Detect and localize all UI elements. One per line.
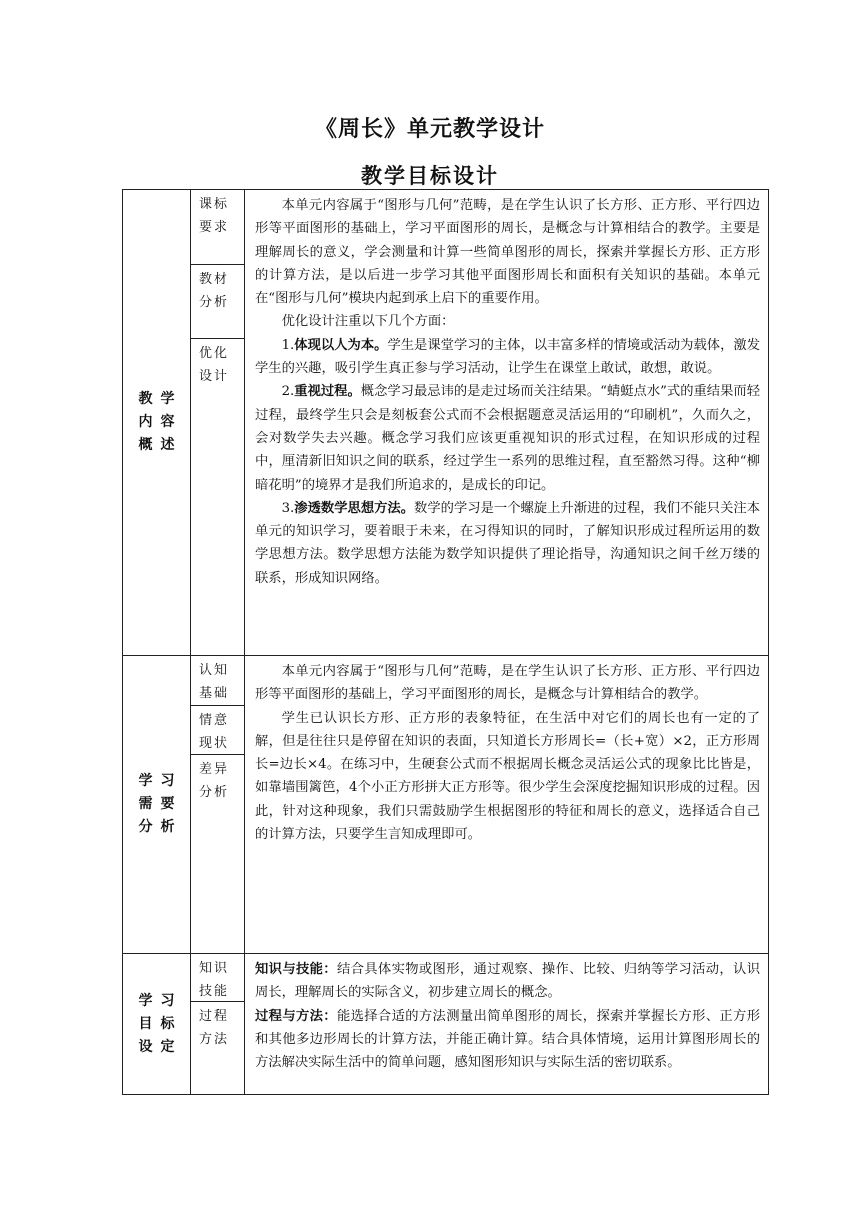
subcategory-label: 过程方法	[199, 1009, 230, 1047]
subcategory-column	[191, 954, 245, 1095]
subcategory-column	[191, 190, 245, 656]
section-label: 学 习需 要分 析	[123, 656, 191, 954]
design-table	[122, 189, 769, 1095]
paragraph: 过程与方法：能选择合适的方法测量出简单图形的周长，探索并掌握长方形、正方形和其他多边形周长的计算方法，并能正确计算。结合具体情境，运用计算图形周长的方法解决实际生活中的简单问题，感知图形知识与实际生活的密切联系。	[255, 1008, 761, 1071]
paragraph: 2.重视过程。概念学习最忌讳的是走过场而关注结果。“蜻蜓点水”式的重结果而轻过程，最终学生只会是刻板套公式而不会根据题意灵活运用的“印刷机”，久而久之，会对数学失去兴趣。概念学习我们应该更重视知识的形式过程，在知识形成的过程中，厘清新旧知识之间的联系，经过学生一系列的思维过程，直至豁然习得。这种“柳暗花明”的境界才是我们所追求的，是成长的印记。	[255, 384, 760, 493]
paragraph: 学生已认识长方形、正方形的表象特征，在生活中对它们的周长也有一定的了解，但是往往只是停留在知识的表面，只知道长方形周长=（长+宽）×2，正方形周长=边长×4。在练习中，生硬套公式而不根据周长概念灵活运公式的现象比比皆是，如靠墙围篱笆，4个小正方形拼大正方形等。很少学生会深度挖掘知识形成的过程。因此，针对这种现象，我们只需鼓励学生根据图形的特征和周长的意义，选择适合自己的计算方法，只要学生言知成理即可。	[255, 710, 760, 843]
section-row-learning-goals	[123, 954, 769, 1095]
subcategory-label: 优化设计	[199, 346, 230, 384]
subcategory-label: 情意现状	[191, 706, 244, 755]
subcategory-label: 知识技能	[191, 954, 244, 1002]
subcategory-label: 差异分析	[199, 762, 230, 800]
subcategory-label: 教材分析	[191, 265, 244, 339]
subcategory-column	[191, 656, 245, 954]
paragraph: 知识与技能：结合具体实物或图形，通过观察、操作、比较、归纳等学习活动，认识周长，理解周长的实际含义，初步建立周长的概念。	[255, 962, 761, 1001]
paragraph: 3.渗透数学思想方法。数学的学习是一个螺旋上升渐进的过程，我们不能只关注本单元的知识学习，要着眼于未来，在习得知识的同时，了解知识形成过程所运用的数学思想方法。数学思想方法能为数学知识提供了理论指导，沟通知识之间千丝万缕的联系，形成知识网络。	[255, 500, 760, 586]
section-content	[245, 190, 769, 656]
section-row-content-overview	[123, 190, 769, 656]
document-title: 《周长》单元教学设计	[314, 117, 545, 142]
section-content	[245, 656, 769, 954]
paragraph: 1.体现以人为本。学生是课堂学习的主体，以丰富多样的情境或活动为载体，激发学生的兴趣，吸引学生真正参与学习活动，让学生在课堂上敢试，敢想，敢说。	[255, 337, 761, 377]
paragraph: 本单元内容属于“图形与几何”范畴，是在学生认识了长方形、正方形、平行四边形等平面图形的基础上，学习平面图形的周长，是概念与计算相结合的教学。	[255, 664, 760, 703]
section-label: 教 学内 容概 述	[123, 190, 191, 656]
subcategory-label: 认知基础	[191, 656, 244, 706]
section-heading: 教学目标设计	[361, 164, 499, 188]
paragraph: 优化设计注重以下几个方面：	[281, 314, 455, 330]
section-content	[245, 954, 769, 1095]
subcategory-label: 课标要求	[191, 190, 244, 265]
section-label: 学 习目 标设 定	[123, 954, 191, 1095]
paragraph: 本单元内容属于“图形与几何”范畴，是在学生认识了长方形、正方形、平行四边形等平面图形的基础上，学习平面图形的周长，是概念与计算相结合的教学。主要是理解周长的意义，学会测量和计算一些简单图形的周长，探索并掌握长方形、正方形的计算方法，是以后进一步学习其他平面图形周长和面积有关知识的基础。本单元在“图形与几何”模块内起到承上启下的重要作用。	[255, 198, 760, 307]
section-row-needs-analysis	[123, 656, 769, 954]
